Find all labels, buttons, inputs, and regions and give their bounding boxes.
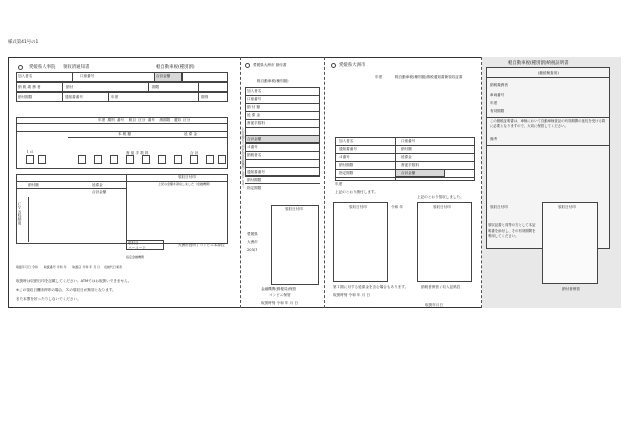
dest-label: 指定期限 [247, 186, 262, 190]
row-divider [245, 143, 320, 144]
cert-foot: 納付者保管 [562, 287, 580, 291]
city-label: 愛媛県 [247, 232, 258, 236]
taxpayer-label: 納 税 義 務 者 [18, 85, 41, 89]
row-divider [335, 145, 475, 146]
circle-mark-icon [18, 65, 23, 70]
notice-year: 年度 [375, 75, 383, 79]
cert-row-taxpayer: 納税義務者 [490, 83, 508, 87]
fee-label: 督促手数料 [401, 163, 419, 167]
taxpayer-label: 納税者名 [247, 153, 262, 157]
pay-note: 上記のとおり納付します。 [335, 190, 378, 194]
cert-row-year: 年度 [490, 101, 498, 105]
form-title: 軽自動車税(種別割) [257, 79, 289, 83]
slip-header-right: 軽自動車税(種別割) [156, 65, 195, 70]
foot-2: 取扱時刻 令和 年 月 日 [333, 293, 370, 297]
year-label: 年度 [111, 95, 119, 99]
account-label: 口座番号 [247, 97, 262, 101]
payer-label: 加入者名 [339, 139, 354, 143]
row-divider [245, 135, 320, 136]
due-row [16, 92, 228, 102]
note-2: ※この領収日欄未押印の場合、Ｘの領収日が無効となります。 [16, 288, 116, 292]
barcode-label: バーコード [128, 246, 146, 250]
account-label: 口座番号 [80, 74, 95, 78]
row-divider [245, 159, 320, 160]
area-note: 大洲市役所 / コンビニ本部控 [178, 243, 225, 247]
d-label: ｄ番号 [247, 145, 258, 149]
cert-subtitle: (継続検査用) [538, 71, 559, 75]
panel-tax-notice [325, 57, 481, 308]
late-fee-label: 延滞金 [92, 183, 103, 187]
form-header: 愛媛県大洲市 納付書 [253, 63, 287, 67]
circle-mark-icon [245, 63, 250, 68]
receipt-stamp-label: 領収日付印 [178, 175, 196, 179]
digit-box [94, 155, 102, 164]
foot-1: 第１期に対する延滞金を含む場合もあります。 [333, 285, 409, 289]
digit-box [142, 155, 150, 164]
row-divider [335, 161, 475, 162]
payer-label: 加入者名 [18, 74, 33, 78]
fee-label: 督促手数料 [247, 121, 265, 125]
foot-2: コンビニ保管 [269, 293, 291, 297]
digit-box [78, 155, 86, 164]
d-label: ｄ番号 [339, 155, 350, 159]
cert-row-expiry: 有効期限 [490, 109, 505, 113]
period-label: 期限 [152, 85, 160, 89]
total-label: 合計金額 [156, 74, 171, 78]
stamp-box-left [333, 202, 388, 282]
year-label: 年度 [335, 182, 343, 186]
cert-bottom-note: 領収証書と同等の方として本証明書を添付し、その有効期間を利用してください。 [488, 223, 536, 239]
foot-3: 納税者保管 / 収入証紙控 [421, 285, 461, 289]
row-divider [335, 153, 475, 154]
row-divider [245, 175, 320, 176]
digit-box [218, 155, 226, 164]
total2-label: 合 計 [190, 151, 199, 155]
total-amount-field [182, 72, 228, 82]
row-divider [245, 127, 320, 128]
notice-no-label: 通知書番号 [339, 147, 357, 151]
receipt-date-label: 領収日 [128, 241, 139, 245]
side-text: 上記金額を大洲市指定金融機関に送付します。 [241, 127, 245, 190]
dest-label: 指定期限 [339, 171, 354, 175]
row-divider [245, 103, 320, 104]
stamp-box [271, 205, 319, 285]
payer-label: 加入者名 [247, 89, 262, 93]
cert-description: この納税証明書は、車検において自動車検査証の有効期間の延長を受ける際に必要となりますので、大切に保管してください。 [490, 119, 606, 128]
stamp-label: 領収日付印 [285, 207, 303, 211]
due-label: 納付期限 [339, 163, 354, 167]
row-divider [335, 169, 475, 170]
stamp-right-label: 領収日付印 [433, 205, 451, 209]
slip-header-title: 領収済通知書 [63, 65, 90, 70]
digit-box [110, 155, 118, 164]
digit-box [126, 155, 134, 164]
fee-label: 督 促 手 数 料 [126, 151, 149, 155]
class-label: 期別 [201, 95, 209, 99]
total-label: 合計金額 [401, 171, 416, 175]
row-divider [245, 95, 320, 96]
account-label: 口座番号 [401, 139, 416, 143]
stamp-box-right [417, 202, 472, 282]
circle-mark-icon [331, 63, 336, 68]
tax-due-label: 納付期限 [18, 95, 33, 99]
row-divider [245, 119, 320, 120]
dest-label: 指定金融機関 [126, 255, 145, 259]
late-label: 延滞金 [401, 155, 412, 159]
panel-certificate [482, 57, 621, 308]
received-note: 上記のとおり領収しました。 [417, 195, 464, 199]
total-label: 合計金額 [247, 137, 262, 141]
principal-label: 納付額 [401, 147, 412, 151]
stamp-left-label: 領収日付印 [349, 205, 367, 209]
form-number: 様式第41号の1 [8, 40, 39, 45]
row-divider [245, 111, 320, 112]
barcode-note: 上記の金額を領収しました（金融機関） [158, 182, 213, 186]
footer-line-1: 取扱年月日 令和 取扱番号 令和 年 取扱店 令和 年 月 日 収納代行業者 [16, 265, 123, 269]
notice-title: 軽自動車税(種別割)納税通知書兼領収証書 [395, 75, 463, 79]
detail-header: 年度 期別 番号 税目 区分 番号 納期限 通知 区分 [98, 118, 191, 122]
digit-box [190, 155, 198, 164]
late-label: 延 滞 金 [247, 113, 261, 117]
note-1: 取扱時は収納日印を記載してください。ATMではお取扱いできません。 [16, 279, 132, 283]
taxpayer-row [16, 82, 228, 92]
note-3: また本票を折ったりしないでください。 [16, 297, 81, 301]
amount-paid-label: 納付額 [28, 183, 39, 187]
due-label: 納付期限 [247, 178, 262, 182]
city2-label: 大洲市 [247, 240, 258, 244]
cert-row-remarks: 備考 [490, 137, 498, 141]
code-label: 203/7 [247, 248, 258, 252]
notice-no-label: 通知書番号 [65, 95, 83, 99]
late-label: 延 滞 金 [184, 132, 198, 136]
foot-3: 取扱時刻 令和 年 月 日 [261, 301, 298, 305]
digit-box [158, 155, 166, 164]
row-divider [245, 167, 320, 168]
payee-label: 納付 [66, 85, 74, 89]
total-amount-label: 合計金額 [92, 190, 107, 194]
digit-box [174, 155, 182, 164]
notice-header: 愛媛県大洲市 [339, 63, 366, 68]
row-divider [335, 177, 475, 178]
row-divider [245, 151, 320, 152]
notice-label: 通知書番号 [247, 170, 265, 174]
foot-1: 金融機関(郵便局)保管 [261, 287, 297, 291]
cert-stamp-left-label: 領収日付印 [490, 205, 508, 209]
cert-row-vehicle: 車両番号 [490, 93, 505, 97]
row-divider [245, 183, 320, 184]
cvs-label: ＣＶＳ収納用 [18, 202, 23, 225]
principal-label: 本 税 額 [118, 132, 132, 136]
panel-payment-slip [8, 57, 240, 308]
cert-stamp-right-label: 領収日付印 [558, 205, 576, 209]
cert-stamp-right [542, 202, 598, 284]
d-label: １ｄ [26, 150, 34, 154]
foot-4: 取扱年月日 [425, 303, 443, 307]
with-label: 令和 年 [391, 205, 403, 209]
principal-label: 納 付 額 [247, 105, 261, 109]
slip-header-left: 愛媛県人事院 [29, 65, 56, 70]
digit-box [206, 155, 214, 164]
cert-title: 軽自動車税(種別割)納税証明書 [508, 61, 569, 66]
